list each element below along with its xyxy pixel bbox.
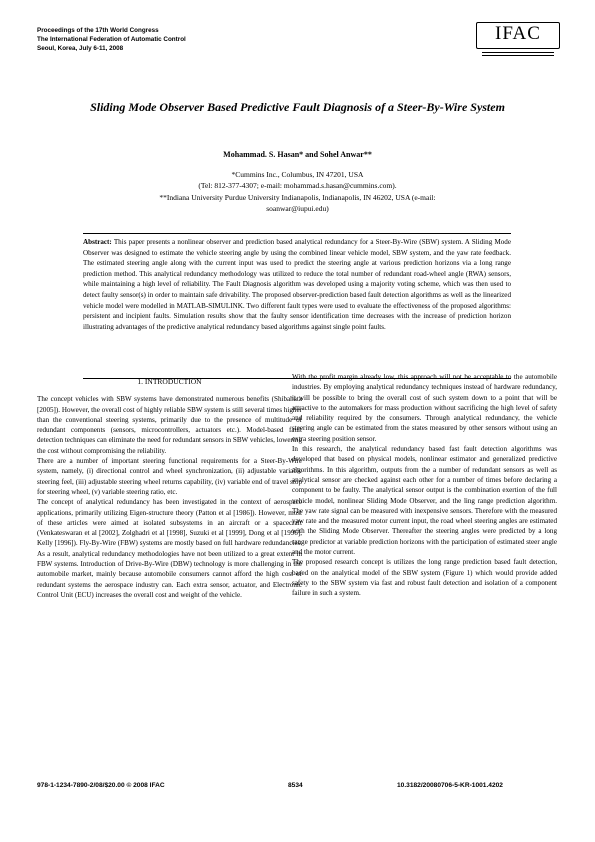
section-heading-introduction: 1. INTRODUCTION — [137, 377, 202, 386]
abstract-text — [83, 237, 511, 332]
right-column — [292, 372, 557, 599]
body-paragraph: The concept of analytical redundancy has been investigated in the context of aerospace applications, primarily utilizing Eigen-structure theory (Patton et al [1986]). However, most of these articles were aimed at isolated subsystems in an aircraft or a spacecraft (Venkateswaran et al [2002], Zolghadri et al [1998], Suzuki et al [1999], Dong et al [1996], Kelly [1996]). Fly-By-Wire (FBW) systems are mostly based on full hardware redundancies. As a result, analytical redundancy methodologies have not been utilized to a great extent in FBW systems. Introduction of Drive-By-Wire (DBW) technology is more challenging in the automobile market, mainly because automobile consumers cannot afford the high cost of redundant systems the aerospace industry can. Each extra sensor, actuator, and Electronic Control Unit (ECU) increases the overall cost and weight of the vehicle. — [37, 498, 302, 599]
abstract-body: This paper presents a nonlinear observer and prediction based analytical redundancy for a Steer-By-Wire (SBW) system. A Sliding Mode Observer was designed to estimate the vehicle steering angle by using the combined linear vehicle model, SBW system, and the yaw rate feedback. The estimated steering angle along with the current input was used to predict the steering angle at various prediction horizons via a long range prediction method. This analytical redundancy methodology was utilized to reduce the total number of redundant road-wheel angle (RWA) sensors, while maintaining a high level of reliability. The Fault Diagnosis algorithm was developed using a majority voting scheme, which was then used to detect faulty sensor(s) in order to maintain safe drivability. The proposed observer-prediction based fault detection algorithms as well as the linearized vehicle model were modelled in MATLAB-SIMULINK. Two different fault types were used to evaluate the effectiveness of the proposed algorithms: persistent and incipient faults. Simulation results show that the faulty sensor identification time decreases with the increase of prediction horizon illustrating advantages of the predictive analytical redundancy based algorithms against single point faults. — [83, 238, 511, 331]
ifac-logo-stripes — [482, 52, 554, 58]
conference-location-date: Seoul, Korea, July 6-11, 2008 — [37, 44, 124, 52]
footer-isbn: 978-1-1234-7890-2/08/$20.00 © 2008 IFAC — [37, 782, 165, 789]
body-paragraph: There are a number of important steering functional requirements for a Steer-By-Wire system, namely, (i) directional control and wheel synchronization, (ii) adjustable variable steering feel, (iii) adjustable steering wheel returns capability, (iv) variable end of travel stop for steering wheel, (v) variable steering ratio, etc. — [37, 457, 302, 496]
affiliation-1-contact: (Tel: 812-377-4307; e-mail: mohammad.s.hasan@cummins.com). — [198, 181, 397, 191]
body-paragraph: In this research, the analytical redundancy based fast fault detection algorithms was developed that based on physical models, nonlinear estimator and generalized predictive algorithms. In this algorithm, outputs from the a number of redundant sensors as well as analytical sensor are checked against each other for a number of times before declaring a component to be faulty. The analytical sensor output is the combination exertion of the full vehicle model, nonlinear Sliding Mode Observer, and the ling range prediction algorithm. The yaw rate signal can be measured with inexpensive sensors. Therefore with the measured yaw rate and the measured motor current input, the road wheel steering angles are estimated with the Sliding Mode Observer. Thereafter the steering angles were predicted by a long range predictor at variable prediction horizons with the participation of estimated steer angle and the motor current. — [292, 445, 557, 557]
ifac-logo-text: IFAC — [495, 23, 541, 44]
affiliation-1: *Cummins Inc., Columbus, IN 47201, USA — [231, 170, 364, 179]
footer-doi: 10.3182/20080706-5-KR-1001.4202 — [397, 782, 503, 789]
body-paragraph: With the profit margin already low, this approach will not be acceptable to the automobile industries. By employing analytical redundancy techniques instead of hardware redundancy, it will be possible to bring the overall cost of such system down to a point that will be attractive to the automakers for mass production without sacrificing the high level of safety and reliability required by the consumers. Through analytical redundancy, the vehicle steering angle can be estimated from the states measured by other sensors without using an extra steering position sensor. — [292, 373, 557, 443]
affiliation-2: **Indiana University Purdue University Indianapolis, Indianapolis, IN 46202, USA (e-mail: — [159, 192, 436, 202]
conference-header — [37, 27, 337, 53]
affiliations — [115, 169, 480, 214]
conference-name: Proceedings of the 17th World Congress — [37, 27, 159, 34]
body-paragraph: The proposed research concept is utilizes the long range prediction based fault detection, based on the analytical model of the SBW system (Figure 1) which would provide added safety to the SBW system via fast and robust fault detection and isolation of a component failure in such a system. — [292, 558, 557, 598]
body-paragraph: The concept vehicles with SBW systems have demonstrated numerous benefits (Shibahata [2005]). However, the overall cost of highly reliable SBW system is still several times higher than the conventional steering systems, primarily due to the presence of multitude of redundant components (sensors, microcontrollers, actuators etc.). Model-based fault detection techniques can eliminate the need for redundant sensors in SBW vehicles, lowering the cost without compromising the reliability. — [37, 395, 302, 455]
paper-title: Sliding Mode Observer Based Predictive Fault Diagnosis of a Steer-By-Wire System — [90, 100, 505, 114]
footer-page-number: 8534 — [288, 782, 303, 789]
abstract-label: Abstract: — [83, 238, 112, 246]
conference-organizer: The International Federation of Automatic Control — [37, 35, 186, 43]
affiliation-2-contact: soanwar@iupui.edu) — [266, 203, 329, 213]
left-column — [37, 372, 302, 600]
ifac-logo — [476, 22, 560, 62]
abstract-block — [83, 233, 511, 379]
author-list: Mohammad. S. Hasan* and Sohel Anwar** — [223, 150, 372, 159]
